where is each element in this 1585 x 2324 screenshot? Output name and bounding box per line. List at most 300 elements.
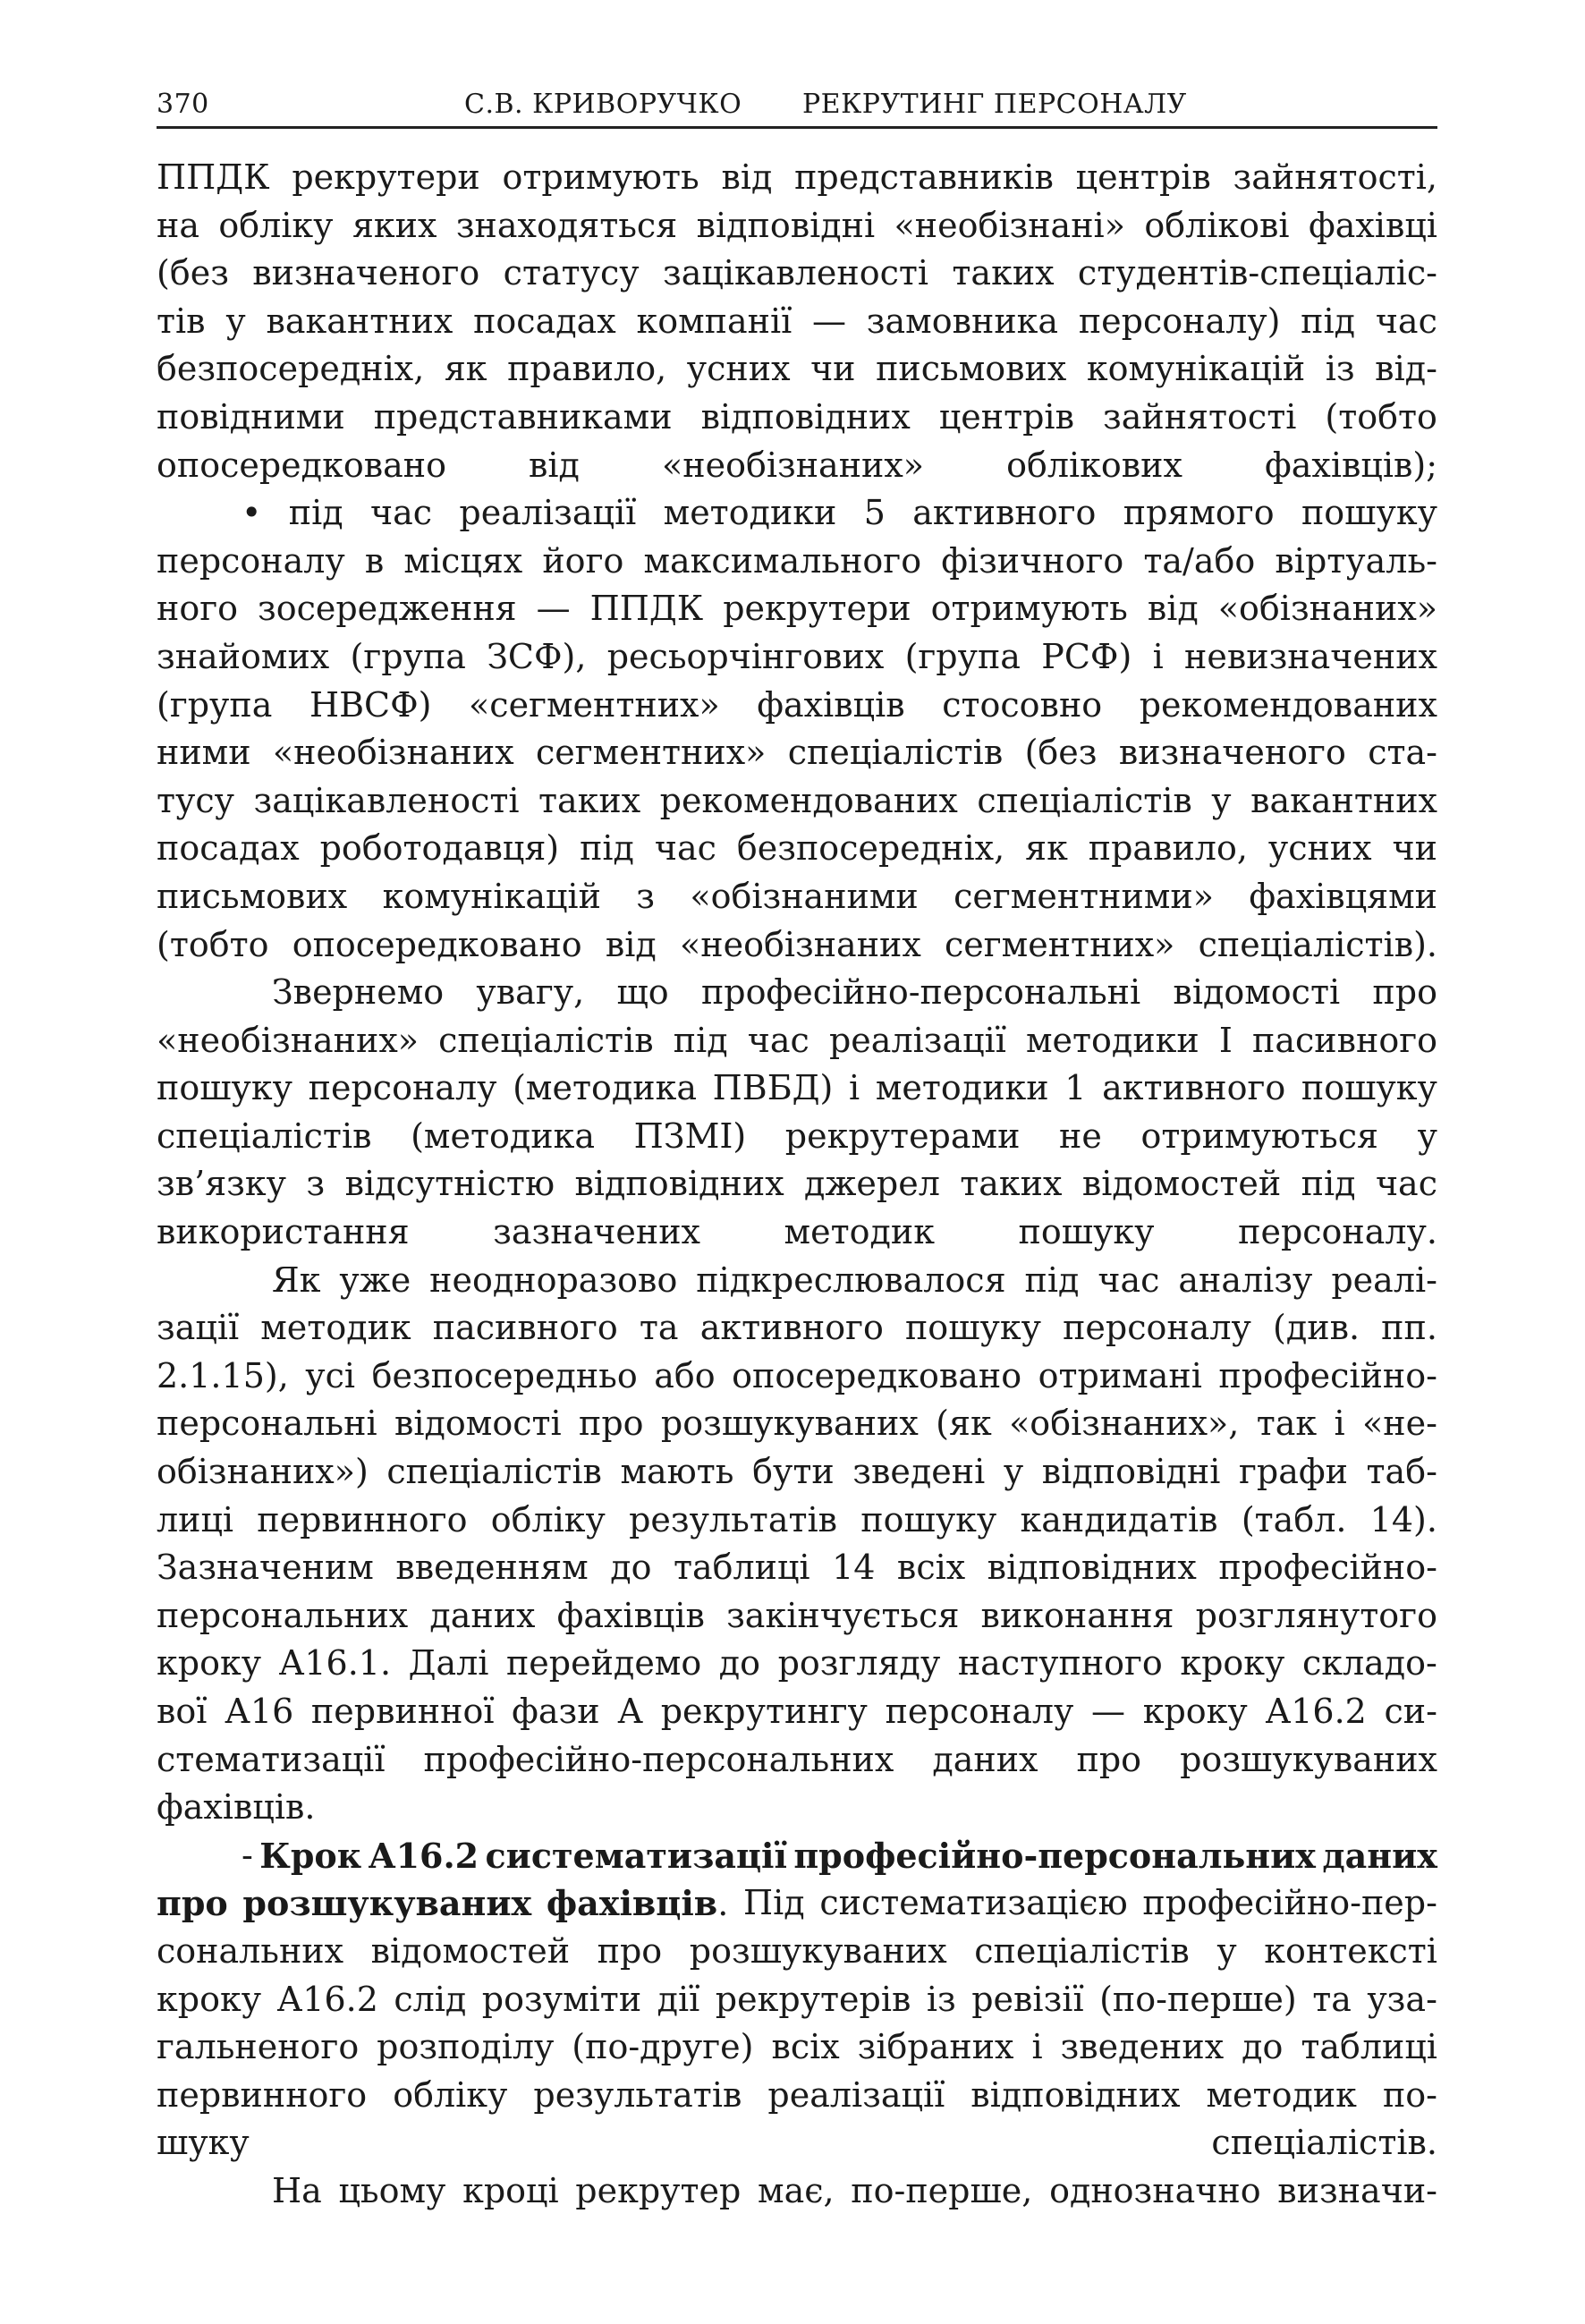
word: отримуються xyxy=(1140,1115,1378,1156)
word: облікові xyxy=(1144,205,1290,245)
word: А16.2 xyxy=(1265,1692,1367,1731)
word: кроку xyxy=(1142,1692,1248,1731)
word: — xyxy=(1091,1692,1126,1731)
word: методик xyxy=(260,1308,411,1348)
word: про xyxy=(597,1930,663,1971)
word: «обізнаних», xyxy=(1009,1404,1240,1444)
word: уза- xyxy=(1367,1979,1437,2019)
text-line xyxy=(157,969,1437,1017)
word: реалі- xyxy=(1331,1260,1437,1300)
word: правило, xyxy=(507,349,667,389)
word: сональних xyxy=(157,1930,344,1971)
word: із xyxy=(926,1979,956,2019)
word: кроку xyxy=(157,1643,262,1684)
word: обліку xyxy=(218,205,334,245)
word: введенням xyxy=(395,1548,589,1588)
word: методик xyxy=(1206,2074,1357,2115)
text-line xyxy=(157,1113,1437,1161)
text-line xyxy=(157,1257,1437,1305)
word: реалізації xyxy=(828,1020,1006,1060)
word: зведені xyxy=(852,1452,986,1492)
word: усних xyxy=(1267,828,1372,869)
word: уже xyxy=(339,1260,411,1300)
word: кроці xyxy=(462,2170,559,2210)
word: з xyxy=(306,1164,326,1204)
word: всіх xyxy=(896,1548,966,1588)
word: під xyxy=(1024,1260,1080,1300)
word: перейдемо xyxy=(505,1643,702,1684)
word: безпосередніх, xyxy=(736,828,1005,869)
word: ста- xyxy=(1368,733,1437,773)
word: представників xyxy=(794,157,1054,197)
word: розшукуваних xyxy=(242,1883,532,1924)
word: відомості xyxy=(394,1404,562,1444)
word: цьому xyxy=(338,2170,446,2210)
word: РСФ) xyxy=(1041,636,1132,676)
text-line xyxy=(157,154,1437,202)
word: ЗСФ), xyxy=(487,636,587,676)
word: професійно-персональних xyxy=(793,1835,1316,1876)
text-line xyxy=(157,2167,1437,2216)
word: первинного xyxy=(157,2074,368,2115)
word: фізичного xyxy=(941,540,1124,581)
word: зацікавленості xyxy=(662,253,929,293)
word: кандидатів xyxy=(1020,1499,1218,1539)
word: На xyxy=(272,2170,322,2210)
word: А16.1. xyxy=(278,1643,392,1684)
word: • xyxy=(242,493,262,533)
word: і xyxy=(1152,636,1164,676)
word: «необізнаних» xyxy=(157,1020,420,1060)
book-page xyxy=(157,85,1437,2216)
word: що xyxy=(616,972,669,1013)
word: посадах xyxy=(157,828,300,869)
word: пошуку xyxy=(904,1308,1041,1348)
word: фахівці xyxy=(1308,205,1437,245)
word: всіх xyxy=(771,2027,840,2067)
word: рекрутингу xyxy=(660,1692,868,1731)
word: і xyxy=(1031,2027,1043,2067)
word: ПВБД) xyxy=(712,1068,834,1108)
word: персоналу) xyxy=(1078,301,1281,341)
word: первинної xyxy=(310,1692,495,1731)
word: як xyxy=(1025,828,1068,869)
word: методики xyxy=(1025,1020,1199,1060)
word: чи xyxy=(810,349,856,389)
word: результатів xyxy=(629,1499,838,1539)
word: методики xyxy=(875,1068,1049,1108)
word: зведених xyxy=(1060,2027,1225,2067)
word: письмових xyxy=(157,876,348,916)
word: центрів xyxy=(938,396,1074,437)
word: розглянутого xyxy=(1195,1595,1437,1635)
word: слід xyxy=(394,1979,467,2019)
word: пасивного xyxy=(432,1308,618,1348)
word: правило, xyxy=(1088,828,1248,869)
word: спеціалістів xyxy=(974,1930,1190,1971)
text-line xyxy=(157,2072,1437,2120)
word: про xyxy=(157,1883,228,1924)
word: невизначених xyxy=(1184,636,1437,676)
word: пасивного xyxy=(1252,1020,1437,1060)
text-line xyxy=(157,1400,1437,1448)
word: комунікацій xyxy=(382,876,601,916)
word: вакантних xyxy=(266,301,453,341)
word: Як xyxy=(272,1260,321,1300)
word: джерел xyxy=(804,1164,940,1204)
word: не xyxy=(1059,1115,1102,1156)
word: під xyxy=(1301,301,1356,341)
text-line xyxy=(157,1544,1437,1592)
word: і xyxy=(849,1068,860,1108)
word: час xyxy=(370,493,433,533)
word: (методика xyxy=(411,1115,596,1156)
text-line xyxy=(157,1879,1437,1928)
word: 5 xyxy=(863,493,886,533)
word: до xyxy=(718,1643,761,1684)
word: спеціалістів xyxy=(977,780,1192,820)
word: в xyxy=(364,540,385,581)
text-line xyxy=(157,1640,1437,1688)
word: кроку xyxy=(157,1979,262,2019)
text-line: опосередковано від «необізнаних» облікових фахівців); xyxy=(157,445,1437,485)
word: таб- xyxy=(1366,1452,1437,1492)
word: статусу xyxy=(503,253,640,293)
word: повідними xyxy=(157,396,345,437)
word: у xyxy=(225,301,246,341)
text-line xyxy=(157,202,1437,250)
word: отримують xyxy=(930,589,1128,629)
word: роботодавця) xyxy=(319,828,560,869)
text-line xyxy=(157,394,1437,442)
word: результатів xyxy=(533,2074,742,2115)
word: рекомендованих xyxy=(659,780,958,820)
text-line xyxy=(157,1448,1437,1497)
word: контексті xyxy=(1264,1930,1437,1971)
word: «не- xyxy=(1362,1404,1437,1444)
word: систематизації xyxy=(485,1835,787,1876)
word: таблиці xyxy=(1301,2027,1437,2067)
word: таких xyxy=(952,253,1055,293)
text-line xyxy=(157,777,1437,826)
word: — xyxy=(812,301,847,341)
word: професійно-персональних xyxy=(423,1739,894,1779)
text-line xyxy=(157,1064,1437,1113)
text-line xyxy=(157,1497,1437,1545)
word: до xyxy=(610,1548,652,1588)
word: час xyxy=(1375,1164,1437,1204)
word: відповідні xyxy=(1041,1452,1221,1492)
word: персональні xyxy=(157,1404,377,1444)
word: Під xyxy=(742,1883,805,1923)
text-line xyxy=(157,1976,1437,2024)
word: мають xyxy=(620,1452,734,1492)
text-line xyxy=(157,2023,1437,2072)
word: відповідних xyxy=(987,1548,1197,1588)
word: кроку xyxy=(1180,1643,1285,1684)
word: обліку xyxy=(393,2074,508,2115)
word: від xyxy=(1147,589,1199,629)
word: пошуку xyxy=(860,1499,997,1539)
word: підкреслювалося xyxy=(696,1260,1006,1300)
word: усних xyxy=(686,349,791,389)
text-line xyxy=(157,538,1437,586)
word: фахівців. xyxy=(546,1883,729,1924)
word: прямого xyxy=(1123,493,1275,533)
word: про xyxy=(1372,972,1437,1013)
word: (група xyxy=(350,636,466,676)
page-number: 370 xyxy=(157,89,209,120)
text-line xyxy=(157,1304,1437,1353)
word: спеціалістів xyxy=(438,1020,654,1060)
text-line xyxy=(157,298,1437,346)
word: таблиці xyxy=(673,1548,810,1588)
word: даних xyxy=(429,1595,536,1635)
word: Крок xyxy=(259,1835,362,1876)
word: (методика xyxy=(513,1068,697,1108)
word: ного xyxy=(157,589,238,629)
word: (без xyxy=(157,253,229,293)
text-line xyxy=(157,825,1437,873)
word: І xyxy=(1218,1020,1233,1060)
word: як xyxy=(444,349,487,389)
word: (група xyxy=(157,684,273,725)
word: (тобто xyxy=(1325,396,1437,437)
header-author: С.В. КРИВОРУЧКО xyxy=(464,89,742,120)
text-line xyxy=(157,729,1437,777)
word: ревізії xyxy=(971,1979,1084,2019)
text-line xyxy=(157,1736,1437,1785)
word: представниками xyxy=(373,396,673,437)
word: замовника xyxy=(866,301,1059,341)
body-text xyxy=(157,154,1437,2216)
word: однозначно xyxy=(1049,2170,1261,2210)
word: письмових xyxy=(876,349,1067,389)
word: активного xyxy=(1102,1068,1286,1108)
word: має, xyxy=(758,2170,835,2210)
word: знайомих xyxy=(157,636,330,676)
word: із xyxy=(1325,349,1355,389)
word: час xyxy=(1375,301,1437,341)
word: зв’язку xyxy=(157,1164,287,1204)
word: від- xyxy=(1375,349,1437,389)
word: у xyxy=(1417,1115,1437,1156)
text-line xyxy=(157,1592,1437,1641)
word: 2.1.15), xyxy=(157,1355,289,1395)
word: «обізнаними xyxy=(690,876,919,916)
word: вої xyxy=(157,1692,208,1731)
text-line xyxy=(157,1832,1437,1880)
word: зосередження xyxy=(257,589,517,629)
word: Зазначеним xyxy=(157,1548,374,1588)
word: максимального xyxy=(643,540,922,581)
word: під xyxy=(288,493,343,533)
text-line xyxy=(157,585,1437,633)
word: стематизації xyxy=(157,1739,386,1779)
word: Звернемо xyxy=(272,972,445,1013)
word: ПЗМІ) xyxy=(633,1115,747,1156)
header-book-title: РЕКРУТИНГ ПЕРСОНАЛУ xyxy=(802,89,1187,120)
word: професійно- xyxy=(1218,1548,1437,1588)
text-line xyxy=(157,1928,1437,1976)
word: — xyxy=(536,589,571,629)
word: рекрутерами xyxy=(784,1115,1021,1156)
word: у xyxy=(1211,780,1232,820)
text-line xyxy=(157,1160,1437,1209)
word: наступного xyxy=(957,1643,1163,1684)
word: розшукуваних xyxy=(1180,1739,1437,1779)
text-line: використання зазначених методик пошуку персоналу. xyxy=(157,1212,1437,1252)
word: рекрутери xyxy=(723,589,911,629)
text-line: шуку спеціалістів. xyxy=(157,2123,1437,2163)
word: визначи- xyxy=(1277,2170,1437,2210)
word: під xyxy=(673,1020,728,1060)
word: виконання xyxy=(980,1595,1174,1635)
text-line: (тобто опосередковано від «необізнаних сегментних» спеціалістів). xyxy=(157,924,1437,964)
word: зібраних xyxy=(857,2027,1014,2067)
word: 1 xyxy=(1064,1068,1087,1108)
word: персональних xyxy=(157,1595,409,1635)
word: та/або xyxy=(1143,540,1256,581)
word: так xyxy=(1256,1404,1318,1444)
word: (по-друге) xyxy=(572,2027,754,2067)
word: отримані xyxy=(1038,1355,1202,1395)
text-line xyxy=(157,873,1437,921)
word: чи xyxy=(1392,828,1437,869)
text-line: фахівців. xyxy=(157,1787,316,1828)
word: відповідні xyxy=(696,205,876,245)
word: первинного xyxy=(257,1499,468,1539)
word: «необізнаних xyxy=(272,733,514,773)
word: «сегментних» xyxy=(469,684,720,725)
word: безпосередніх, xyxy=(157,349,425,389)
word: пп. xyxy=(1381,1308,1437,1348)
text-line xyxy=(157,682,1437,730)
word: А xyxy=(617,1692,644,1731)
word: даних xyxy=(1322,1835,1437,1876)
word: таких xyxy=(538,780,641,820)
word: час xyxy=(747,1020,809,1060)
word: відповідних xyxy=(574,1164,784,1204)
word: «необізнані» xyxy=(894,205,1125,245)
word: неодноразово xyxy=(429,1260,678,1300)
word: НВСФ) xyxy=(309,684,432,725)
word: відсутністю xyxy=(344,1164,555,1204)
word: тів xyxy=(157,301,206,341)
word: розподілу xyxy=(377,2027,555,2067)
word: компанії xyxy=(636,301,792,341)
text-line xyxy=(157,1017,1437,1065)
word: спеціалістів xyxy=(787,733,1004,773)
word: гальненого xyxy=(157,2027,360,2067)
word: у xyxy=(1216,1930,1237,1971)
word: під xyxy=(580,828,634,869)
word: у xyxy=(1003,1452,1024,1492)
word: персоналу xyxy=(308,1068,497,1108)
word: спеціалістів xyxy=(157,1115,372,1156)
word: про xyxy=(579,1404,644,1444)
word: професійно-персональні xyxy=(700,972,1141,1013)
word: лиці xyxy=(157,1499,234,1539)
word: рекомендованих xyxy=(1139,684,1437,725)
word: (див. xyxy=(1273,1308,1360,1348)
word: реалізації xyxy=(459,493,637,533)
word: відомості xyxy=(1173,972,1341,1013)
word: аналізу xyxy=(1178,1260,1313,1300)
word: персоналу xyxy=(157,540,345,581)
word: ППДК xyxy=(589,589,704,629)
word: сегментних» xyxy=(535,733,767,773)
word: ППДК xyxy=(157,157,270,197)
word: віртуаль- xyxy=(1275,540,1437,581)
word: таких xyxy=(960,1164,1063,1204)
word: персоналу xyxy=(1063,1308,1251,1348)
word: фахівців xyxy=(757,684,905,725)
word: закінчується xyxy=(726,1595,960,1635)
word: до xyxy=(1242,2027,1284,2067)
word: реалізації xyxy=(767,2074,945,2115)
word: розуміти xyxy=(481,1979,642,2019)
word: спеціалістів xyxy=(386,1452,602,1492)
word: фахівцями xyxy=(1249,876,1437,916)
word: сегментними» xyxy=(954,876,1214,916)
word: (без xyxy=(1024,733,1098,773)
word: під xyxy=(1301,1164,1356,1204)
word: та xyxy=(1312,1979,1352,2019)
word: зації xyxy=(157,1308,240,1348)
word: по-перше, xyxy=(851,2170,1033,2210)
word: знаходяться xyxy=(455,205,678,245)
word: персоналу xyxy=(885,1692,1074,1731)
word: А16.2 xyxy=(276,1979,378,2019)
word: комунікацій xyxy=(1086,349,1306,389)
word: розшукуваних xyxy=(689,1930,947,1971)
running-header xyxy=(157,85,1437,129)
word: бути xyxy=(752,1452,835,1492)
word: з xyxy=(636,876,655,916)
word: пошуку xyxy=(1301,493,1437,533)
word: від xyxy=(721,157,773,197)
text-line xyxy=(157,345,1437,394)
word: стосовно xyxy=(942,684,1103,725)
word: систематизацією xyxy=(819,1883,1128,1923)
word: про xyxy=(1076,1739,1142,1779)
word: активного xyxy=(699,1308,884,1348)
text-line xyxy=(157,1688,1437,1736)
word: професійно-пер- xyxy=(1142,1883,1437,1923)
text-line xyxy=(157,250,1437,298)
word: фахівців xyxy=(556,1595,705,1635)
word: обліку xyxy=(490,1499,606,1539)
word: відомостей xyxy=(370,1930,571,1971)
word: ресьорчінгових xyxy=(606,636,885,676)
word: тусу xyxy=(157,780,235,820)
word: - xyxy=(242,1835,253,1875)
word: на xyxy=(157,205,199,245)
word: вакантних xyxy=(1250,780,1437,820)
word: фази xyxy=(512,1692,600,1731)
text-line xyxy=(157,633,1437,682)
word: професійно- xyxy=(1218,1355,1437,1395)
word: увагу, xyxy=(476,972,585,1013)
word: активного xyxy=(912,493,1097,533)
word: та xyxy=(639,1308,679,1348)
word: рекрутери xyxy=(292,157,480,197)
word: «обізнаних» xyxy=(1217,589,1437,629)
word: отримують xyxy=(502,157,699,197)
word: або xyxy=(654,1355,716,1395)
word: відповідних xyxy=(970,2074,1181,2115)
